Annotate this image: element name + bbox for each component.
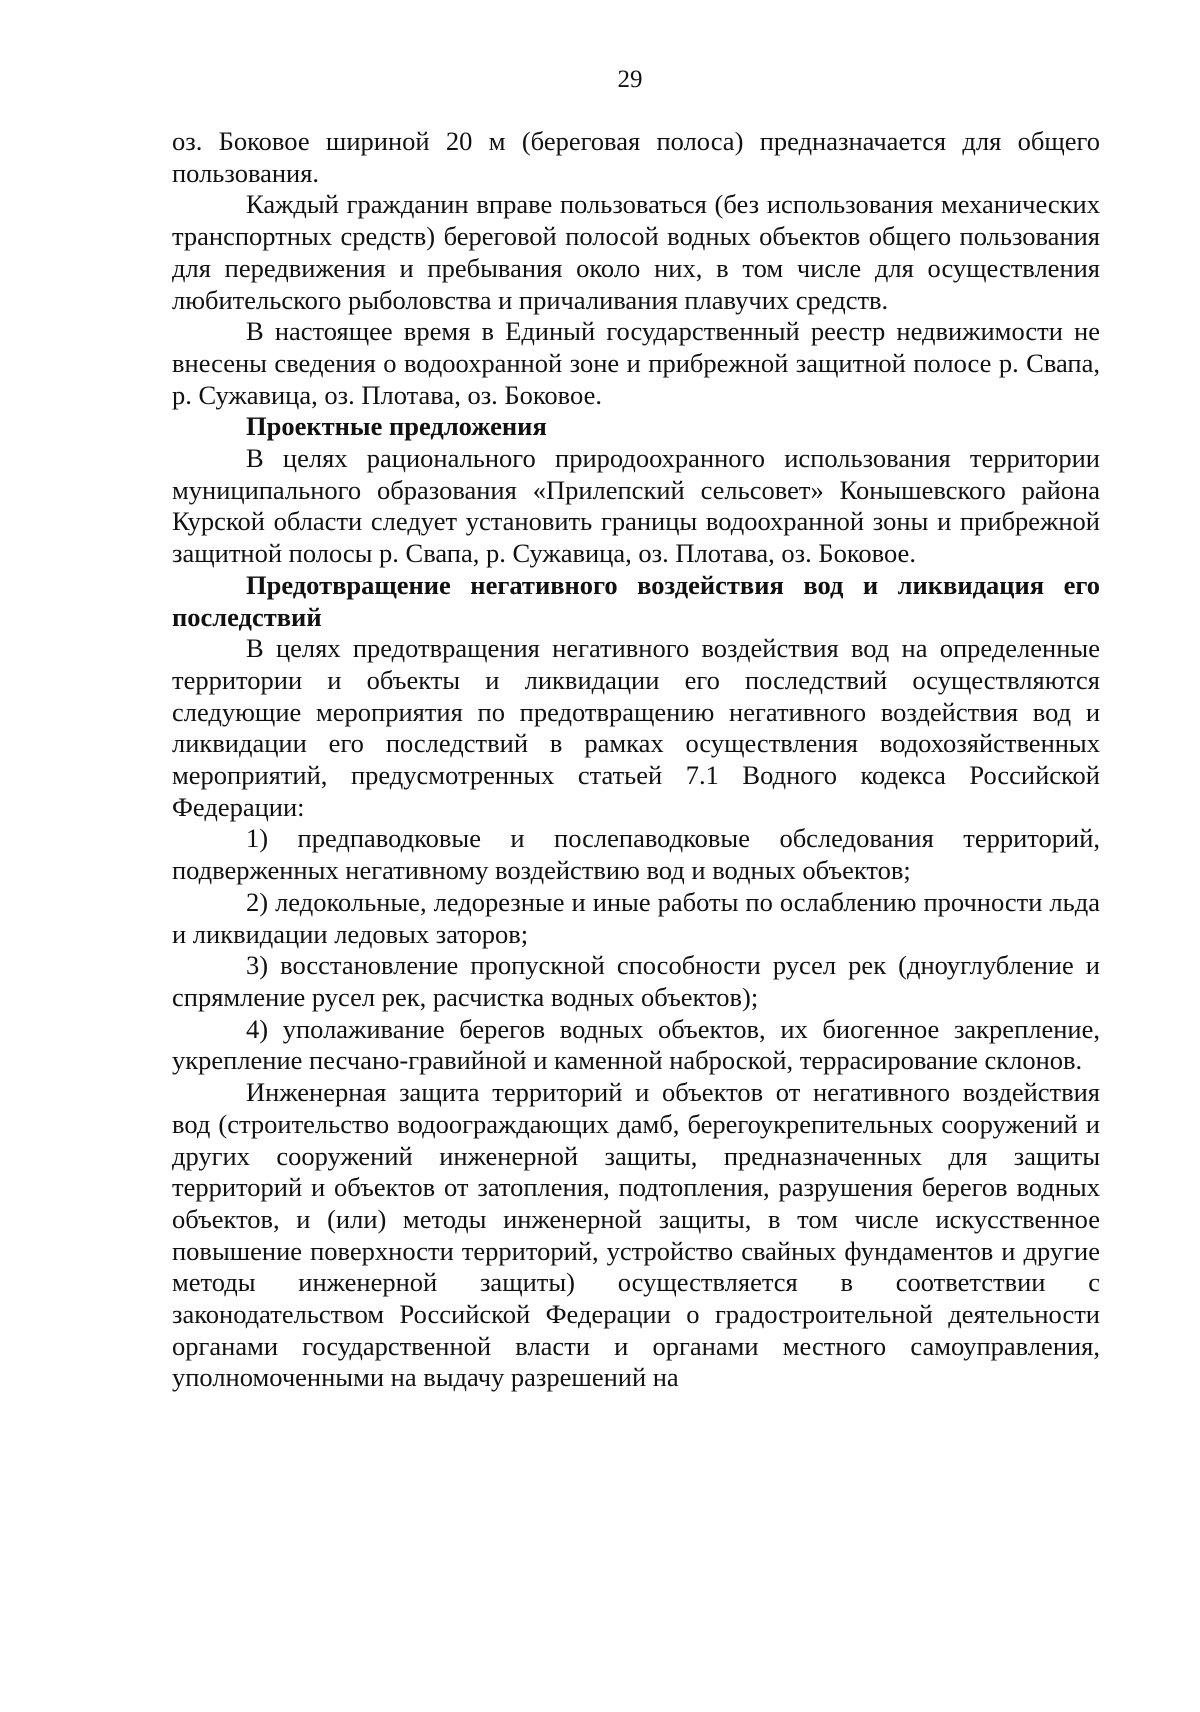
- list-item-1: 1) предпаводковые и послепаводковые обследования территорий, подверженных негативному воздействию вод и водных объектов;: [172, 823, 1100, 886]
- list-item-2: 2) ледокольные, ледорезные и иные работы по ослаблению прочности льда и ликвидации ледовых заторов;: [172, 886, 1100, 949]
- paragraph-prevention-intro: В целях предотвращения негативного воздействия вод на определенные территории и объекты и ликвидации его последствий осуществляются следующие мероприятия по предотвращению негативного воздействия вод и ликвидации его последствий в рамках осуществления водохозяйственных мероприятий, предусмотренных статьей 7.1 Водного кодекса Российской Федерации:: [172, 633, 1100, 822]
- document-body: [172, 126, 1100, 1394]
- paragraph-shoreline-continuation: оз. Боковое шириной 20 м (береговая полоса) предназначается для общего пользования.: [172, 126, 1100, 188]
- paragraph-proposals: В целях рационального природоохранного использования территории муниципального образования «Прилепский сельсовет» Конышевского района Курской области следует установить границы водоохранной зоны и прибрежной защитной полосы р. Свапа, р. Сужавица, оз. Плотава, оз. Боковое.: [172, 443, 1100, 569]
- section-heading-proposals: Проектные предложения: [246, 411, 547, 442]
- paragraph-registry-status: В настоящее время в Единый государственный реестр недвижимости не внесены сведения о водоохранной зоне и прибрежной защитной полосе р. Свапа, р. Сужавица, оз. Плотава, оз. Боковое.: [172, 316, 1100, 410]
- page-number: 29: [617, 66, 643, 93]
- list-item-4: 4) уполаживание берегов водных объектов, их биогенное закрепление, укрепление песчано-гравийной и каменной наброской, террасирование склонов.: [172, 1013, 1100, 1076]
- section-heading-prevention: Предотвращение негативного воздействия вод и ликвидация его последствий: [172, 569, 1100, 632]
- list-item-3: 3) восстановление пропускной способности русел рек (дноуглубление и спрямление русел рек, расчистка водных объектов);: [172, 950, 1100, 1012]
- paragraph-engineering-protection: Инженерная защита территорий и объектов от негативного воздействия вод (строительство водоограждающих дамб, берегоукрепительных сооружений и других сооружений инженерной защиты, предназначенных для защиты территорий и объектов от затопления, подтопления, разрушения берегов водных объектов, и (или) методы инженерной защиты, в том числе искусственное повышение поверхности территорий, устройство свайных фундаментов и другие методы инженерной защиты) осуществляется в соответствии с законодательством Российской Федерации о градостроительной деятельности органами государственной власти и органами местного самоуправления, уполномоченными на выдачу разрешений на: [172, 1077, 1100, 1393]
- paragraph-citizen-rights: Каждый гражданин вправе пользоваться (без использования механических транспортных средств) береговой полосой водных объектов общего пользования для передвижения и пребывания около них, в том числе для осуществления любительского рыболовства и причаливания плавучих средств.: [172, 189, 1100, 315]
